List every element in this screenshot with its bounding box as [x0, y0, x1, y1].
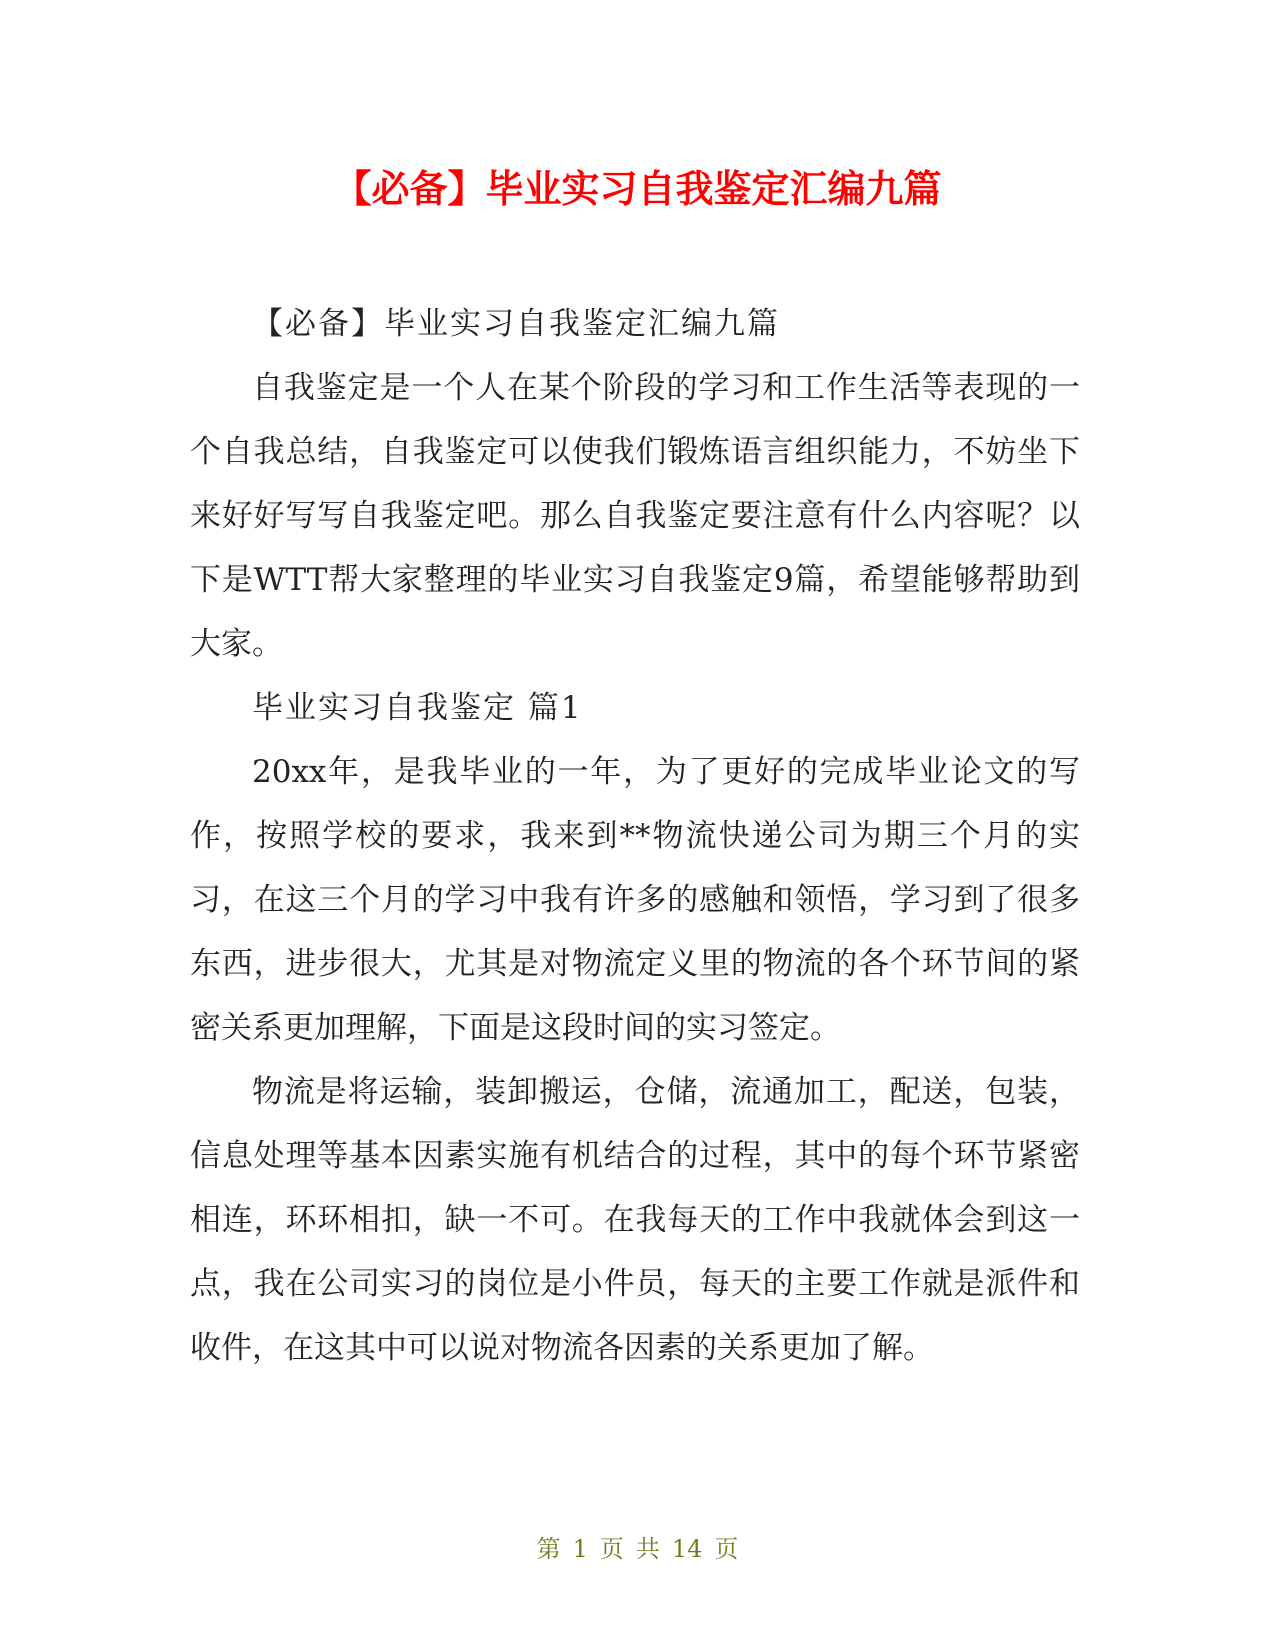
- footer-label-unit: 页: [599, 1535, 624, 1563]
- body-paragraph: 物流是将运输，装卸搬运，仓储，流通加工，配送，包装，信息处理等基本因素实施有机结合的过程，其中的每个环节紧密相连，环环相扣，缺一不可。在我每天的工作中我就体会到这一点，我在公司实习的岗位是小件员，每天的主要工作就是派件和收件，在这其中可以说对物流各因素的关系更加了解。: [190, 1074, 1080, 1366]
- footer-label-page: 第: [536, 1535, 561, 1563]
- body-subtitle: 【必备】毕业实习自我鉴定汇编九篇: [252, 306, 780, 342]
- footer-total-pages: 14: [671, 1535, 703, 1563]
- footer-label-unit2: 页: [714, 1535, 739, 1563]
- document-title: 【必备】毕业实习自我鉴定汇编九篇: [333, 167, 942, 211]
- intro-paragraph: 自我鉴定是一个人在某个阶段的学习和工作生活等表现的一个自我总结，自我鉴定可以使我们锻炼语言组织能力，不妨坐下来好好写写自我鉴定吧。那么自我鉴定要注意有什么内容呢？以下是WTT帮大家整理的毕业实习自我鉴定9篇，希望能够帮助到大家。: [190, 370, 1080, 662]
- footer-current-page: 1: [572, 1535, 588, 1563]
- document-body: [190, 292, 1080, 1380]
- body-paragraph: 20xx年，是我毕业的一年，为了更好的完成毕业论文的写作，按照学校的要求，我来到**物流快递公司为期三个月的实习，在这三个月的学习中我有许多的感触和领悟，学习到了很多东西，进步很大，尤其是对物流定义里的物流的各个环节间的紧密关系更加理解，下面是这段时间的实习签定。: [190, 754, 1080, 1046]
- footer-label-total: 共: [635, 1535, 660, 1563]
- page-footer: [0, 1533, 1275, 1565]
- section-heading: 毕业实习自我鉴定 篇1: [252, 690, 583, 726]
